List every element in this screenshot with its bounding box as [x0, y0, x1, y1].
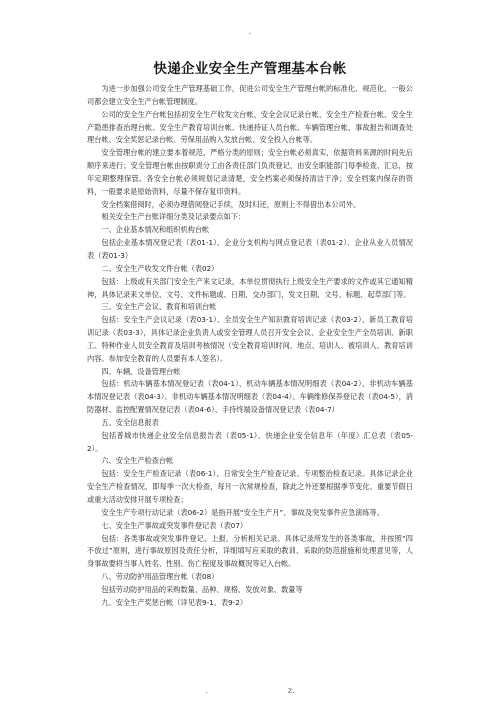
- body-paragraph: 五、安全信息报表: [101, 417, 159, 427]
- body-paragraph: 九、安全生产奖惩台帐（详见表9-1、表9-2）: [101, 597, 248, 607]
- body-paragraph: 包括普城市快递企业安全信息报告表（表05-1）、快递企业安全信息年（年度）汇总表（表05-2）。: [87, 430, 413, 453]
- body-paragraph: 公司的安全生产台帐包括初安全生产收发文台帐、安全会议记录台帐、安全生产检查台帐、安全生产隐患排查治理台帐、安全生产教育培训台帐、快递持证人员台帐、车辆管理台帐、事故报告和调查处理台帐、安全奖惩记录台帐、劳保用品购入发放台帐、安全投入台帐等。: [87, 109, 413, 145]
- footer-left-mark: .: [205, 686, 208, 695]
- body-paragraph: 为进一步加强公司安全生产管理基础工作，促进公司安全生产管理台帐的标准化、规范化，一般公司都会建立安全生产台帐管理制度。: [87, 84, 413, 106]
- footer-right-mark: z.: [287, 686, 295, 695]
- body-paragraph: 包括：上级或有关部门安全生产来文记录，本单位贯彻执行上级安全生产要求的文件或其它通知精神，具体记录来文单位、文号、文件标题或、日期、交办部门，发文日期、文号、标题、起草部门等。: [87, 276, 413, 299]
- body-paragraph: 包括：安全生产会议记录（表03-1）、全员安全生产知识教育培训记录（表03-2）、新员工教育培训记录（表03-3），具体记录企业负责人或安全管理人员召开安全会议、企业安全生产全员培训、新职工、特种作业人员安全教育及培训考核情况（安全教育培训时间、地点、培训人、被培训人、教育培训内容。参加安全教育的人员要有本人签名）。: [87, 315, 413, 363]
- body-paragraph: 安全管理台帐的建立要本着规范、严格分类的原则；安全台帐必须真实，依据资料来源的时间先后顺序来进行；安全管理台帐由按职责分工由各责任部门负责登记，由安全职能部门每季检查、汇总，按年定期整理保管。各安全台帐必须规划记录清楚，安全档案必须保持清洁干净；安全档案内保存的资料，一般要求是原始资料，尽量不保存复印资料。: [87, 148, 413, 196]
- body-paragraph: 四、车辆、设备管理台帐: [101, 366, 181, 376]
- body-paragraph: 二、安全生产收发文件台帐（表02）: [101, 263, 219, 273]
- document-page: [87, 60, 413, 610]
- body-paragraph: 安全生产专项行动记录（表06-2）是指开展“安全生产月”、事故及突发事件应急演练等。: [101, 507, 384, 517]
- body-paragraph: 包括：各类事故或突发事件登记、上报、分析相关记录。具体记录所发生的各类事故，并按照“四不放过”原则，进行事故原因及责任分析，详细填写应采取的教训、采取的防范措施和处理意见等，人身事故要将当事人姓名、性别、伤亡程度及事故概况等记入台帐。: [87, 533, 413, 569]
- body-paragraph: 八、劳动防护用品管理台帐（表08）: [101, 572, 219, 582]
- body-paragraph: 包括企业基本情况登记表（表01-1）、企业分支机构与网点登记表（表01-2）、企业从业人员情况表（表01-3）: [87, 238, 413, 260]
- body-paragraph: 包括劳动防护用品的采购数量、品种、规格、发放对象、数量等: [101, 584, 303, 594]
- body-paragraph: 包括：安全生产检查记录（表06-1）、日常安全生产检查记录、专项整治检查记录。具体记录企业安全生产检查情况，即每季一次大检查，每月一次常规检查，除此之外还要根据季节变化、重要节假日或重大活动安排开展专项检查；: [87, 469, 413, 504]
- header-mark: .: [248, 27, 252, 37]
- body-paragraph: 一、企业基本情况和组织机构台帐: [101, 225, 210, 235]
- document-body: [87, 83, 413, 610]
- document-title: 快递企业安全生产管理基本台帐: [153, 61, 347, 77]
- body-paragraph: 三、安全生产会议、教育和培训台帐: [101, 302, 217, 312]
- body-paragraph: 六、安全生产检查台帐: [101, 456, 174, 466]
- body-paragraph: 包括：机动车辆基本情况登记表（表04-1）、机动车辆基本情况明细表（表04-2）、非机动车辆基本情况登记表（表04-3）、非机动车辆基本情况明细表（表04-4）、车辆维修保养登记表（表04-5），消防器材、监控配置情况登记表（表04-6）、手持终端设备情况登记表（表04-7）: [87, 379, 413, 415]
- page-footer: [0, 686, 500, 695]
- body-paragraph: 相关安全生产台账详细分类及记录要点如下：: [101, 212, 246, 222]
- body-paragraph: 七、安全生产事故或突发事件登记表（表07）: [101, 520, 248, 530]
- body-paragraph: 安全档案借阅时，必须办理借阅登记手续，及时归还，原则上不得借出本公司外。: [101, 199, 361, 209]
